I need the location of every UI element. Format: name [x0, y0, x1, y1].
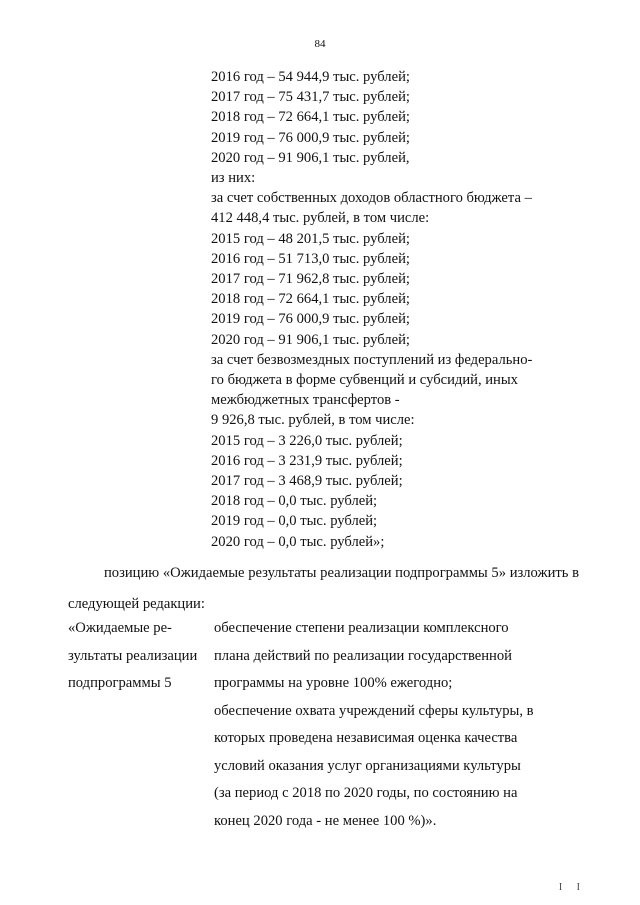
financing-line: 2020 год – 0,0 тыс. рублей»; [211, 533, 385, 550]
result-line: конец 2020 года - не менее 100 %)». [214, 812, 437, 829]
financing-line: 2015 год – 3 226,0 тыс. рублей; [211, 432, 403, 449]
result-line: обеспечение охвата учреждений сферы культуры, в [214, 702, 534, 719]
result-line: плана действий по реализации государственной [214, 647, 512, 664]
financing-line: 9 926,8 тыс. рублей, в том числе: [211, 412, 415, 429]
financing-line: 2017 год – 75 431,7 тыс. рублей; [211, 89, 410, 106]
label-line: подпрограммы 5 [68, 675, 172, 691]
financing-line: 2019 год – 76 000,9 тыс. рублей; [211, 311, 410, 328]
financing-line: 2015 год – 48 201,5 тыс. рублей; [211, 230, 410, 247]
amendment-paragraph: позицию «Ожидаемые результаты реализации подпрограммы 5» изложить в следующей редакции: [68, 565, 579, 612]
financing-line: 2017 год – 3 468,9 тыс. рублей; [211, 473, 403, 490]
label-line: зультаты реализации [68, 647, 198, 664]
financing-line: 2017 год – 71 962,8 тыс. рублей; [211, 271, 410, 288]
label-line: «Ожидаемые ре- [68, 620, 172, 636]
financing-line: 2019 год – 76 000,9 тыс. рублей; [211, 129, 410, 146]
financing-line: 2018 год – 72 664,1 тыс. рублей; [211, 291, 410, 308]
result-line: программы на уровне 100% ежегодно; [214, 675, 453, 691]
financing-line: из них: [211, 170, 256, 187]
result-line: обеспечение степени реализации комплексного [214, 620, 509, 636]
financing-line: межбюджетных трансфертов - [211, 392, 400, 409]
financing-line: 2016 год – 51 713,0 тыс. рублей; [211, 250, 410, 267]
financing-line: 2016 год – 54 944,9 тыс. рублей; [211, 69, 410, 85]
financing-line: 2018 год – 72 664,1 тыс. рублей; [211, 109, 410, 126]
expected-results-label [68, 615, 208, 698]
financing-list [211, 67, 571, 552]
financing-line: 2019 год – 0,0 тыс. рублей; [211, 513, 378, 530]
financing-line: го бюджета в форме субвенций и субсидий, иных [211, 372, 518, 389]
result-line: условий оказания услуг организациями культуры [214, 757, 521, 774]
corner-mark: I I [558, 882, 586, 893]
expected-results-body [214, 615, 580, 835]
financing-line: за счет собственных доходов областного бюджета – [211, 190, 532, 207]
financing-line: 2016 год – 3 231,9 тыс. рублей; [211, 452, 403, 469]
financing-line: 2018 год – 0,0 тыс. рублей; [211, 493, 378, 510]
financing-line: за счет безвозмездных поступлений из федерально- [211, 351, 533, 368]
financing-line: 412 448,4 тыс. рублей, в том числе: [211, 210, 430, 227]
result-line: которых проведена независимая оценка качества [214, 730, 518, 746]
page-number: 84 [314, 38, 326, 50]
financing-line: 2020 год – 91 906,1 тыс. рублей; [211, 331, 410, 348]
financing-line: 2020 год – 91 906,1 тыс. рублей, [211, 149, 410, 166]
result-line: (за период с 2018 по 2020 годы, по состоянию на [214, 785, 518, 801]
